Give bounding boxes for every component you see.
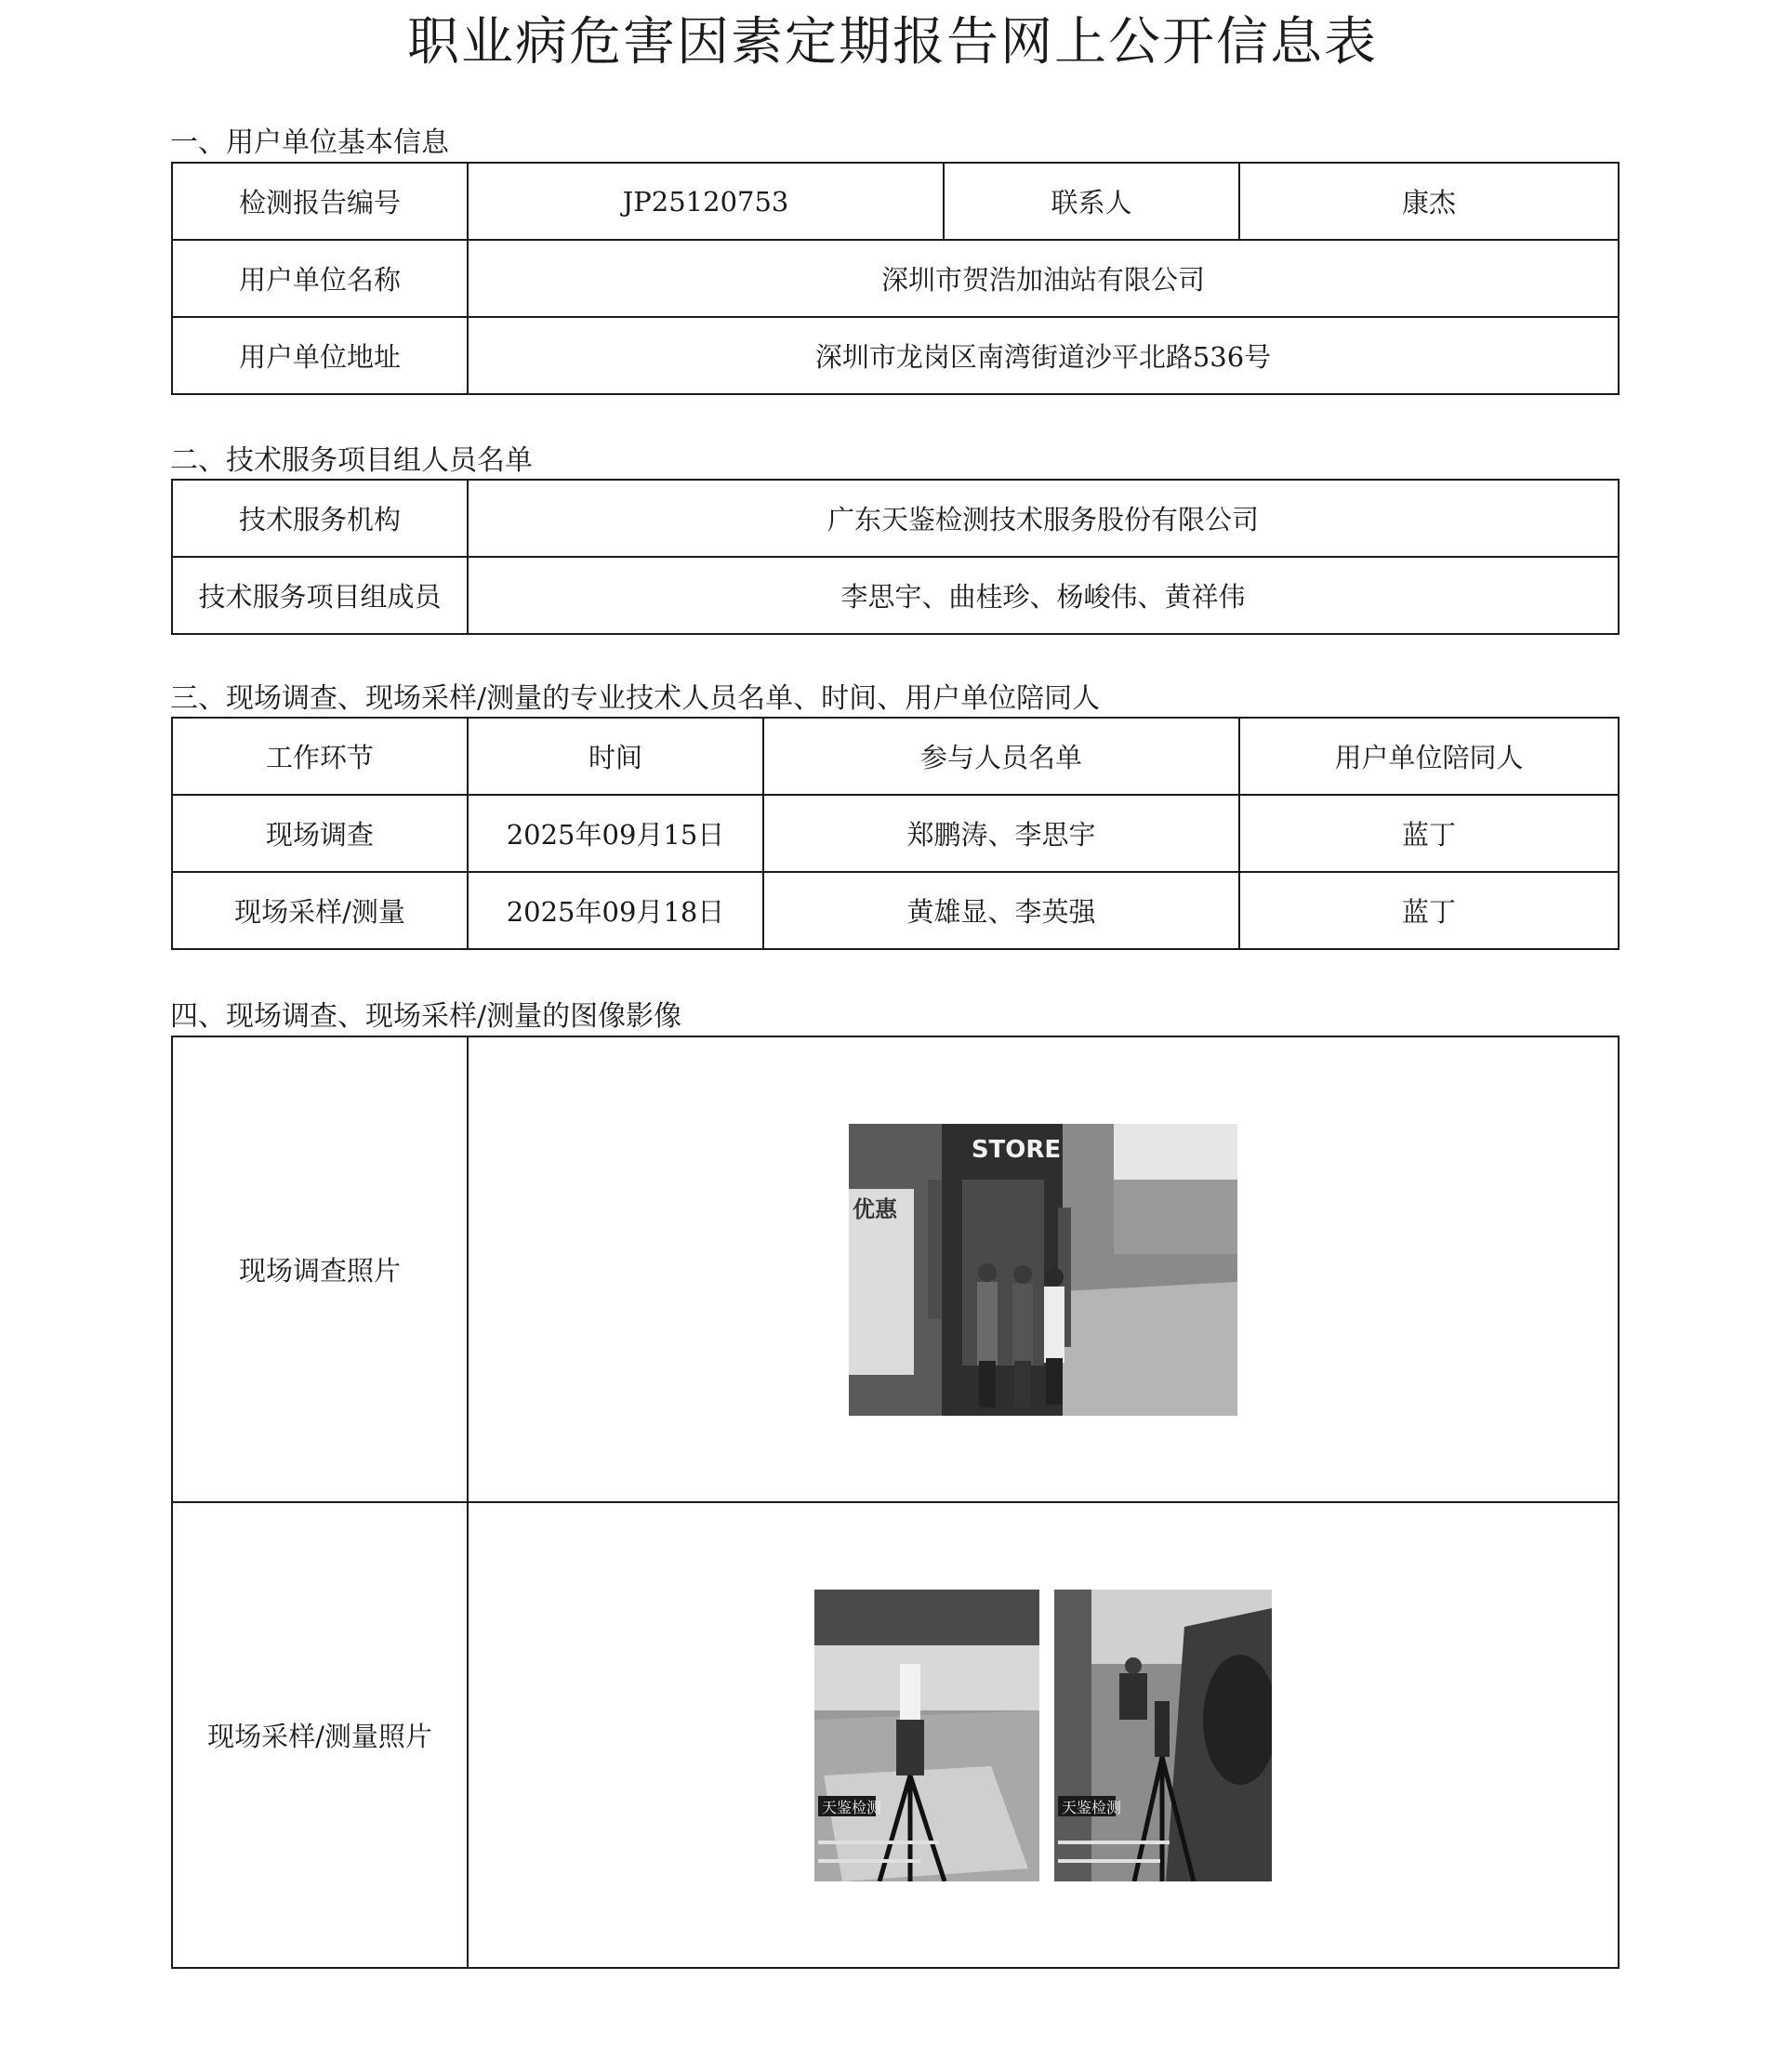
sampling-photo-2-image: [1054, 1590, 1272, 1881]
header-stage: 工作环节: [172, 718, 468, 795]
address-value: 深圳市龙岗区南湾街道沙平北路536号: [468, 317, 1619, 394]
survey-photo-image: [849, 1124, 1237, 1416]
team-table: [171, 479, 1620, 635]
section-4-heading: 四、现场调查、现场采样/测量的图像影像: [170, 1000, 682, 1033]
escort-cell: 蓝丁: [1239, 795, 1619, 872]
company-value: 深圳市贺浩加油站有限公司: [468, 240, 1619, 317]
table-row: [172, 872, 1619, 949]
org-label: 技术服务机构: [172, 480, 468, 557]
contact-value: 康杰: [1239, 163, 1619, 240]
section-2-heading: 二、技术服务项目组人员名单: [170, 444, 533, 477]
sampling-photo-2: [1054, 1590, 1272, 1881]
table-row: [172, 795, 1619, 872]
table-row: [172, 1502, 1619, 1968]
sampling-photo-cell: [468, 1502, 1619, 1968]
stage-cell: 现场采样/测量: [172, 872, 468, 949]
section-1-heading: 一、用户单位基本信息: [170, 126, 449, 159]
address-label: 用户单位地址: [172, 317, 468, 394]
header-participants: 参与人员名单: [763, 718, 1239, 795]
company-label: 用户单位名称: [172, 240, 468, 317]
header-escort: 用户单位陪同人: [1239, 718, 1619, 795]
sampling-photo-1-image: [814, 1590, 1039, 1881]
time-cell: 2025年09月18日: [468, 872, 763, 949]
members-value: 李思宇、曲桂珍、杨峻伟、黄祥伟: [468, 557, 1619, 634]
members-label: 技术服务项目组成员: [172, 557, 468, 634]
survey-photo-label: 现场调查照片: [172, 1036, 468, 1502]
contact-label: 联系人: [944, 163, 1239, 240]
table-row: [172, 240, 1619, 317]
table-row: [172, 163, 1619, 240]
org-value: 广东天鉴检测技术服务股份有限公司: [468, 480, 1619, 557]
sampling-photo-1: [814, 1590, 1039, 1881]
section-3-heading: 三、现场调查、现场采样/测量的专业技术人员名单、时间、用户单位陪同人: [170, 682, 1101, 715]
document-title: 职业病危害因素定期报告网上公开信息表: [407, 12, 1378, 73]
survey-photo: [849, 1124, 1237, 1416]
sampling-photo-label: 现场采样/测量照片: [172, 1502, 468, 1968]
table-row: [172, 557, 1619, 634]
table-row: [172, 1036, 1619, 1502]
store-sign: STORE: [971, 1135, 1062, 1164]
participants-cell: 黄雄显、李英强: [763, 872, 1239, 949]
photo-watermark: 天鉴检测: [1062, 1798, 1122, 1816]
stage-cell: 现场调查: [172, 795, 468, 872]
photo-watermark: 天鉴检测: [822, 1798, 882, 1816]
fieldwork-table: [171, 717, 1620, 950]
report-no-label: 检测报告编号: [172, 163, 468, 240]
promo-text: 优惠: [853, 1195, 897, 1222]
photo-table: [171, 1036, 1620, 1969]
header-time: 时间: [468, 718, 763, 795]
table-row: [172, 317, 1619, 394]
report-no-value: JP25120753: [468, 163, 944, 240]
table-header-row: [172, 718, 1619, 795]
participants-cell: 郑鹏涛、李思宇: [763, 795, 1239, 872]
table-row: [172, 480, 1619, 557]
survey-photo-cell: [468, 1036, 1619, 1502]
time-cell: 2025年09月15日: [468, 795, 763, 872]
basic-info-table: [171, 162, 1620, 395]
escort-cell: 蓝丁: [1239, 872, 1619, 949]
